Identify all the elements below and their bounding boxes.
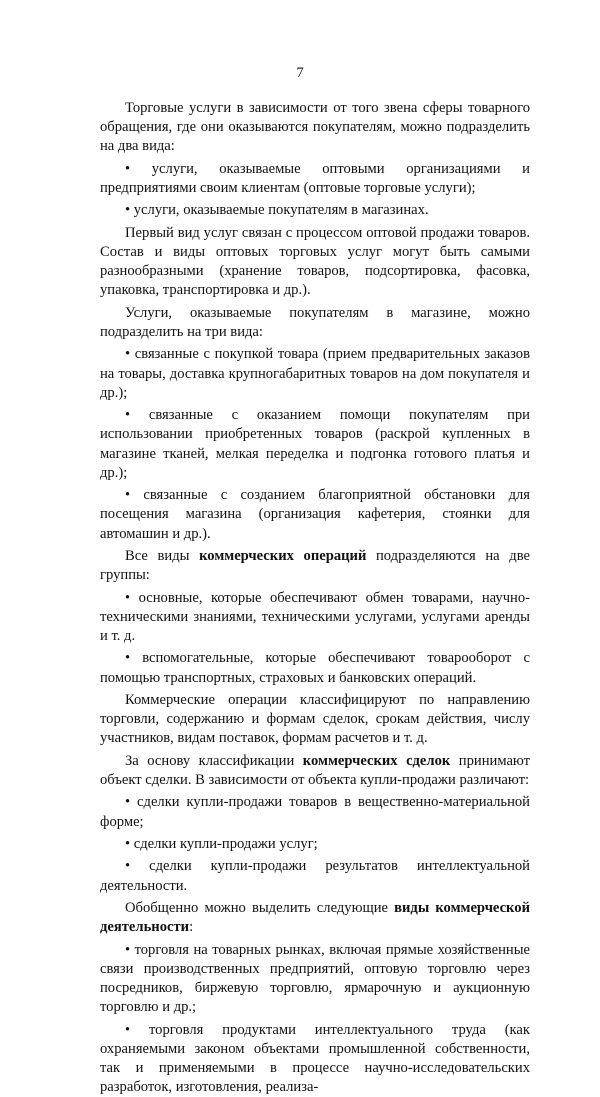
bold-term: виды коммерческой деятельности	[100, 899, 530, 936]
paragraph-deals	[100, 752, 530, 790]
paragraph-store-types: Услуги, оказываемые покупателям в магазине, можно подразделить на три вида:	[100, 304, 530, 340]
bold-term: коммерческих сделок	[302, 752, 451, 769]
bold-term: коммерческих операций	[199, 547, 367, 564]
list-item-services-deals: • сделки купли-продажи услуг;	[125, 835, 318, 852]
list-item-intellectual-deals: • сделки купли-продажи результатов интеллектуальной деятельности.	[100, 858, 530, 894]
list-item-help: • связанные с оказанием помощи покупателям при использовании приобретенных товаров (раскрой купленных в магазине тканей, мелкая переделка и подгонка готового платья и др.);	[100, 407, 530, 481]
list-item-main-operations: • основные, которые обеспечивают обмен товарами, научно-техническими знаниями, техническими услугами, услугами аренды и т. д.	[100, 589, 530, 644]
list-item-store-services: • услуги, оказываемые покупателям в магазинах.	[125, 202, 429, 219]
document-body	[100, 99, 530, 1097]
text-run: Обобщенно можно выделить следующие	[125, 899, 395, 916]
list-item-intellectual-trade: • торговля продуктами интеллектуального труда (как охраняемыми законом объектами промышленной собственности, так и применяемыми в процессе научно-исследовательских разработок, изготовления, реализа-	[100, 1021, 530, 1096]
paragraph-activity-types	[100, 899, 530, 937]
paragraph-intro: Торговые услуги в зависимости от того звена сферы товарного обращения, где они оказываются покупателям, можно подразделить на два вида:	[100, 100, 530, 155]
text-run: подразделяются на две группы:	[100, 547, 530, 584]
text-run: За основу классификации	[125, 752, 303, 769]
list-item-goods-markets: • торговля на товарных рынках, включая прямые хозяйственные связи производственных предприятий, оптовую торговлю через посредников, биржевую торговлю, ярмарочную и аукционную торговлю и др.;	[100, 941, 530, 1016]
paragraph-classification: Коммерческие операции классифицируют по направлению торговли, содержанию и формам сделок, срокам действия, числу участников, видам поставок, формам расчетов и т. д.	[100, 691, 530, 747]
list-item-purchase: • связанные с покупкой товара (прием предварительных заказов на товары, доставка крупногабаритных товаров на дом покупателя и др.);	[100, 346, 530, 401]
paragraph-operations	[100, 547, 530, 585]
list-item-auxiliary-operations: • вспомогательные, которые обеспечивают товарооборот с помощью транспортных, страховых и банковских операций.	[100, 650, 530, 686]
list-item-goods-deals: • сделки купли-продажи товаров в вещественно-материальной форме;	[100, 794, 530, 830]
paragraph-wholesale: Первый вид услуг связан с процессом оптовой продажи товаров. Состав и виды оптовых торговых услуг могут быть самыми разнообразными (хранение товаров, подсортировка, фасовка, упаковка, транспортировка и др.).	[100, 224, 530, 299]
text-run: принимают объект сделки. В зависимости от объекта купли-продажи различают:	[100, 752, 531, 788]
page-number: 7	[296, 65, 304, 81]
list-item-wholesale-services: • услуги, оказываемые оптовыми организациями и предприятиями своим клиентам (оптовые торговые услуги);	[100, 160, 530, 196]
text-run: Все виды	[125, 547, 200, 564]
text-run: :	[189, 919, 194, 936]
list-item-atmosphere: • связанные с созданием благоприятной обстановки для посещения магазина (организация кафетерия, стоянки для автомашин и др.).	[100, 487, 530, 542]
